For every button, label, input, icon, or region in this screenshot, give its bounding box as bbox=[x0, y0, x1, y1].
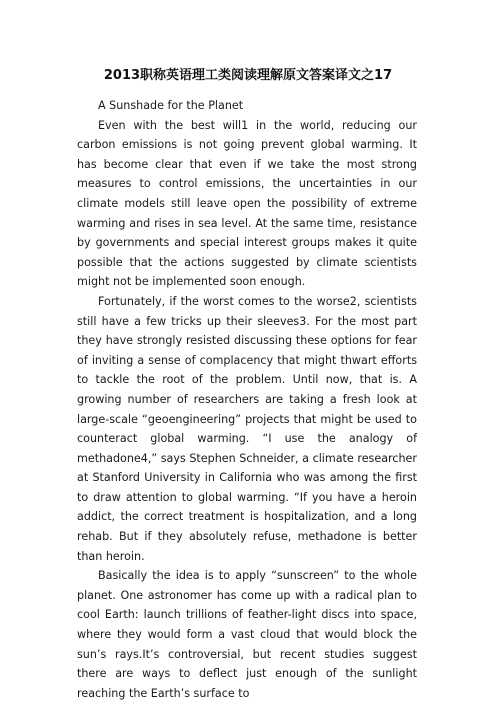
article-body bbox=[77, 96, 417, 703]
paragraph-3: Basically the idea is to apply “sunscreen” to the whole planet. One astronomer has come up with a radical plan to cool Earth: launch trillions of feather-light discs into space, where they would form a vast cloud that would block the sun’s rays.It’s controversial, but recent studies suggest there are ways to deflect just enough of the sunlight reaching the Earth’s surface to bbox=[77, 569, 417, 700]
document-title: 2013职称英语理工类阅读理解原文答案译文之17 bbox=[103, 68, 393, 83]
paragraph-1: Even with the best will1 in the world, reducing our carbon emissions is not going prevent global warming. It has become clear that even if we take the most strong measures to control emissions, the uncertainties in our climate models still leave open the possibility of extreme warming and rises in sea level. At the same time, resistance by governments and special interest groups makes it quite possible that the actions suggested by climate scientists might not be implemented soon enough. bbox=[77, 118, 417, 289]
article-subtitle: A Sunshade for the Planet bbox=[98, 99, 244, 112]
paragraph-2: Fortunately, if the worst comes to the worse2, scientists still have a few tricks up their sleeves3. For the most part they have strongly resisted discussing these options for fear of inviting a sense of complacency that might thwart efforts to tackle the root of the problem. Until now, that is. A growing number of researchers are taking a fresh look at large-scale “geoengineering” projects that might be used to counteract global warming. “I use the analogy of methadone4,” says Stephen Schneider, a climate researcher at Stanford University in California who was among the first to draw attention to global warming. “If you have a heroin addict, the correct treatment is hospitalization, and a long rehab. But if they absolutely refuse, methadone is better than heroin. bbox=[77, 294, 417, 563]
